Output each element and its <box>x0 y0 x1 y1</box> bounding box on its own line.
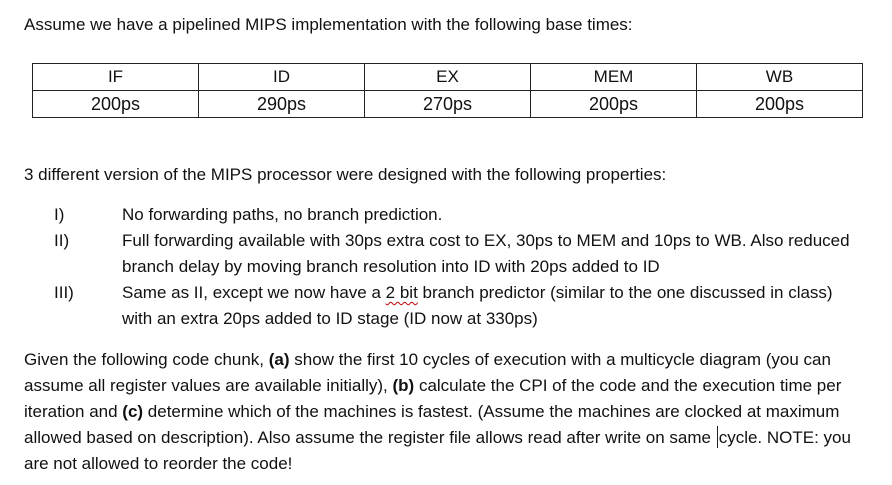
list-text: Full forwarding available with 30ps extra cost to EX, 30ps to MEM and 10ps to WB. Also reduced branch delay by moving branch resolution into ID with 20ps added to ID <box>122 231 850 276</box>
text-segment: determine which of the machines is fastest. (Assume the machines are clocked at maximum allowed based on description). Also assume the register file allows read after write on same <box>24 402 840 447</box>
text-segment: Same as II, except we now have a <box>122 283 386 302</box>
header-id: ID <box>199 64 365 91</box>
header-wb: WB <box>697 64 863 91</box>
text-segment: show the first 10 cycles of execution with a multicycle diagram (you can assume all register values are available initially), <box>24 350 831 395</box>
part-b-label: (b) <box>392 376 415 395</box>
spellcheck-flagged-text: 2 bit <box>385 283 418 302</box>
list-item <box>24 202 854 228</box>
text-cursor <box>717 426 718 448</box>
list-item <box>24 280 854 332</box>
header-mem: MEM <box>531 64 697 91</box>
list-text: No forwarding paths, no branch prediction. <box>122 205 443 224</box>
versions-list <box>24 202 854 332</box>
value-id: 290ps <box>199 91 365 118</box>
table-value-row <box>33 91 863 118</box>
list-number: I) <box>54 205 65 224</box>
list-number: III) <box>54 283 74 302</box>
text-segment: Given the following code chunk, <box>24 350 269 369</box>
part-c-label: (c) <box>122 402 144 421</box>
text-segment: branch predictor (similar to the one discussed in class) with an extra 20ps added to ID stage (ID now at 330ps) <box>122 283 833 328</box>
text-segment: cycle. NOTE: you are not allowed to reorder the code! <box>24 428 851 473</box>
value-mem: 200ps <box>531 91 697 118</box>
list-text <box>122 280 854 332</box>
intro-text: Assume we have a pipelined MIPS implementation with the following base times: <box>24 15 633 34</box>
header-if: IF <box>33 64 199 91</box>
text-segment: calculate the CPI of the code and the execution time per iteration and <box>24 376 842 421</box>
value-wb: 200ps <box>697 91 863 118</box>
value-if: 200ps <box>33 91 199 118</box>
list-number: II) <box>54 231 70 250</box>
table-header-row <box>33 64 863 91</box>
versions-intro-text: 3 different version of the MIPS processor were designed with the following properties: <box>24 165 667 184</box>
stage-times-table <box>32 63 863 118</box>
part-a-label: (a) <box>268 350 290 369</box>
header-ex: EX <box>365 64 531 91</box>
question-text <box>24 347 872 477</box>
list-item <box>24 228 854 280</box>
value-ex: 270ps <box>365 91 531 118</box>
